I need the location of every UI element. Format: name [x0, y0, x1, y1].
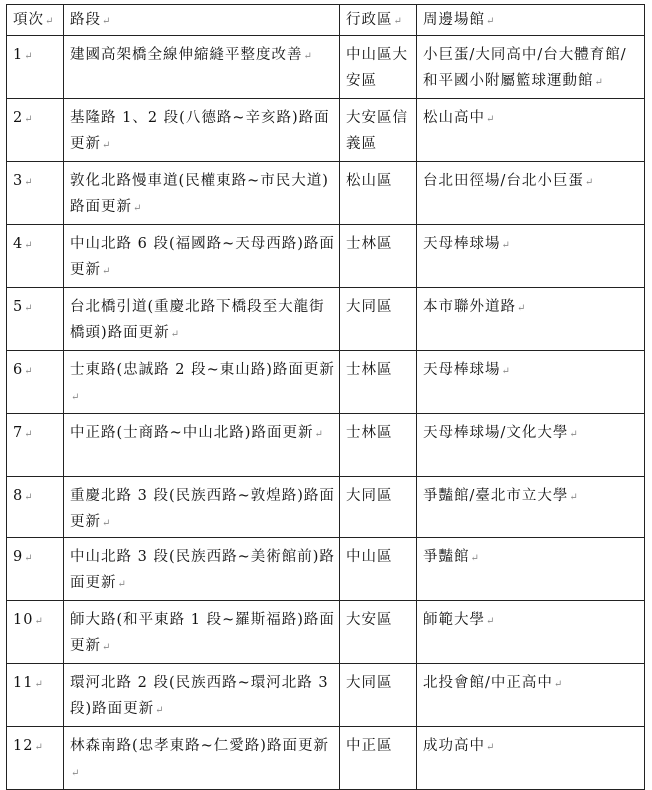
road-section-cell [64, 414, 340, 477]
header-row [7, 5, 645, 36]
row-number-text: 12 [13, 738, 34, 754]
nearby-venues-cell [417, 601, 645, 664]
district-text: 松山區 [346, 173, 393, 189]
paragraph-mark: ↵ [501, 366, 510, 377]
road-section-text: 士東路(忠誠路 2 段~東山路)路面更新 [70, 362, 335, 378]
header-district: 行政區↵ [340, 5, 417, 36]
row-number-text: 2 [13, 110, 24, 126]
paragraph-mark: ↵ [303, 51, 312, 62]
nearby-venues-cell [417, 162, 645, 225]
nearby-venues-cell [417, 351, 645, 414]
road-section-cell [64, 477, 340, 538]
paragraph-mark: ↵ [486, 114, 495, 125]
paragraph-mark: ↵ [569, 429, 578, 440]
paragraph-mark: ↵ [24, 177, 33, 188]
row-number-cell [7, 601, 64, 664]
district-cell [340, 288, 417, 351]
row-number-cell [7, 36, 64, 99]
nearby-venues-text: 台北田徑場/台北小巨蛋 [423, 173, 584, 189]
paragraph-mark: ↵ [71, 768, 80, 779]
road-section-cell [64, 664, 340, 727]
road-section-text: 師大路(和平東路 1 段~羅斯福路)路面更新 [70, 612, 335, 654]
paragraph-mark: ↵ [102, 266, 111, 277]
paragraph-mark: ↵ [314, 429, 323, 440]
table-row [7, 99, 645, 162]
table-row [7, 727, 645, 790]
nearby-venues-text: 師範大學 [423, 612, 485, 628]
road-section-cell [64, 351, 340, 414]
row-number-cell [7, 727, 64, 790]
row-number-text: 7 [13, 425, 24, 441]
paragraph-mark: ↵ [24, 492, 33, 503]
table-row [7, 664, 645, 727]
row-number-text: 6 [13, 362, 24, 378]
paragraph-mark: ↵ [470, 553, 479, 564]
paragraph-mark: ↵ [486, 742, 495, 753]
paragraph-mark: ↵ [71, 392, 80, 403]
row-number-cell [7, 414, 64, 477]
paragraph-mark: ↵ [24, 51, 33, 62]
district-text: 士林區 [346, 425, 393, 441]
row-number-cell [7, 664, 64, 727]
district-text: 大安區 [346, 612, 393, 628]
road-section-cell [64, 99, 340, 162]
header-venues: 周邊場館↵ [417, 5, 645, 36]
district-cell [340, 36, 417, 99]
paragraph-mark: ↵ [24, 429, 33, 440]
district-cell [340, 727, 417, 790]
district-cell [340, 477, 417, 538]
road-section-text: 基隆路 1、2 段(八德路~辛亥路)路面更新 [70, 110, 330, 152]
nearby-venues-cell [417, 414, 645, 477]
table-row [7, 351, 645, 414]
row-number-text: 4 [13, 236, 24, 252]
nearby-venues-cell [417, 225, 645, 288]
nearby-venues-text: 本市聯外道路 [423, 299, 516, 315]
nearby-venues-cell [417, 99, 645, 162]
nearby-venues-cell [417, 288, 645, 351]
district-text: 士林區 [346, 236, 393, 252]
paragraph-mark: ↵ [102, 642, 111, 653]
paragraph-mark: ↵ [24, 553, 33, 564]
road-works-table [6, 4, 645, 790]
row-number-text: 10 [13, 612, 34, 628]
row-number-text: 5 [13, 299, 24, 315]
paragraph-mark: ↵ [594, 77, 603, 88]
paragraph-mark: ↵ [553, 679, 563, 690]
nearby-venues-cell [417, 538, 645, 601]
nearby-venues-text: 北投會館/中正高中 [423, 675, 553, 691]
district-text: 中正區 [346, 738, 393, 754]
nearby-venues-text: 天母棒球場 [423, 236, 501, 252]
nearby-venues-cell [417, 727, 645, 790]
row-number-text: 11 [13, 675, 34, 691]
nearby-venues-cell [417, 36, 645, 99]
nearby-venues-cell [417, 664, 645, 727]
row-number-text: 9 [13, 549, 24, 565]
nearby-venues-text: 松山高中 [423, 110, 485, 126]
table-row [7, 538, 645, 601]
district-text: 中山區大安區 [346, 47, 408, 89]
nearby-venues-text: 爭豔館/臺北市立大學 [423, 488, 569, 504]
table-row [7, 288, 645, 351]
district-cell [340, 538, 417, 601]
row-number-text: 3 [13, 173, 24, 189]
nearby-venues-text: 天母棒球場/文化大學 [423, 425, 569, 441]
paragraph-mark: ↵ [486, 616, 495, 627]
paragraph-mark: ↵ [102, 518, 111, 529]
paragraph-mark: ↵ [517, 303, 526, 314]
road-section-cell [64, 538, 340, 601]
paragraph-mark: ↵ [34, 679, 43, 690]
district-text: 大同區 [346, 675, 393, 691]
district-text: 士林區 [346, 362, 393, 378]
road-section-cell [64, 601, 340, 664]
road-section-text: 台北橋引道(重慶北路下橋段至大龍街橋頭)路面更新 [70, 299, 325, 341]
row-number-cell [7, 351, 64, 414]
paragraph-mark: ↵ [501, 240, 510, 251]
road-section-text: 建國高架橋全線伸縮縫平整度改善 [70, 47, 303, 63]
district-text: 大同區 [346, 299, 393, 315]
district-text: 大同區 [346, 488, 393, 504]
paragraph-mark: ↵ [155, 705, 164, 716]
table-row [7, 414, 645, 477]
road-section-cell [64, 727, 340, 790]
row-number-cell [7, 225, 64, 288]
paragraph-mark: ↵ [34, 742, 43, 753]
nearby-venues-text: 爭豔館 [423, 549, 470, 565]
paragraph-mark: ↵ [569, 492, 578, 503]
table-row [7, 162, 645, 225]
paragraph-mark: ↵ [34, 616, 43, 627]
district-cell [340, 99, 417, 162]
district-text: 大安區信義區 [346, 110, 408, 152]
paragraph-mark: ↵ [584, 177, 594, 188]
nearby-venues-text: 天母棒球場 [423, 362, 501, 378]
nearby-venues-text: 小巨蛋/大同高中/台大體育館/和平國小附屬籃球運動館 [423, 47, 627, 89]
district-cell [340, 351, 417, 414]
district-text: 中山區 [346, 549, 393, 565]
table-row [7, 225, 645, 288]
table-row [7, 36, 645, 99]
road-section-text: 林森南路(忠孝東路~仁愛路)路面更新 [70, 738, 329, 754]
nearby-venues-cell [417, 477, 645, 538]
paragraph-mark: ↵ [117, 579, 126, 590]
paragraph-mark: ↵ [24, 114, 33, 125]
table-row [7, 477, 645, 538]
paragraph-mark: ↵ [102, 140, 111, 151]
table-row [7, 601, 645, 664]
district-cell [340, 162, 417, 225]
row-number-text: 1 [13, 47, 24, 63]
road-section-text: 中山北路 3 段(民族西路~美術館前)路面更新 [70, 549, 335, 591]
road-section-text: 敦化北路慢車道(民權東路~市民大道)路面更新 [70, 173, 329, 215]
road-section-cell [64, 225, 340, 288]
paragraph-mark: ↵ [24, 366, 33, 377]
row-number-cell [7, 99, 64, 162]
road-section-text: 重慶北路 3 段(民族西路~敦煌路)路面更新 [70, 488, 335, 530]
paragraph-mark: ↵ [24, 240, 33, 251]
district-cell [340, 225, 417, 288]
row-number-cell [7, 288, 64, 351]
district-cell [340, 601, 417, 664]
nearby-venues-text: 成功高中 [423, 738, 485, 754]
district-cell [340, 664, 417, 727]
row-number-cell [7, 477, 64, 538]
road-section-text: 環河北路 2 段(民族西路~環河北路 3 段)路面更新 [70, 675, 329, 717]
road-section-cell [64, 162, 340, 225]
paragraph-mark: ↵ [24, 303, 33, 314]
road-section-text: 中正路(士商路~中山北路)路面更新 [70, 425, 314, 441]
row-number-cell [7, 162, 64, 225]
row-number-text: 8 [13, 488, 24, 504]
header-no: 項次↵ [7, 5, 64, 36]
paragraph-mark: ↵ [133, 203, 142, 214]
header-road: 路段↵ [64, 5, 340, 36]
road-section-cell [64, 288, 340, 351]
road-section-cell [64, 36, 340, 99]
road-section-text: 中山北路 6 段(福國路~天母西路)路面更新 [70, 236, 335, 278]
paragraph-mark: ↵ [170, 329, 180, 340]
row-number-cell [7, 538, 64, 601]
district-cell [340, 414, 417, 477]
